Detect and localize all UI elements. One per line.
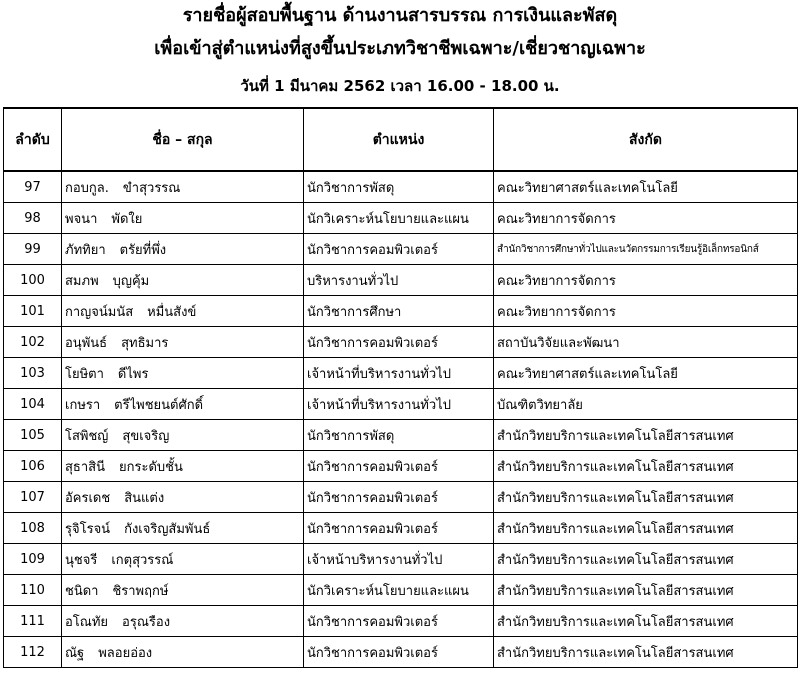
last-name: สุทธิมาร (121, 335, 169, 351)
cell-no: 109 (4, 544, 62, 575)
cell-no: 102 (4, 327, 62, 358)
cell-name (62, 327, 304, 358)
table-row (4, 203, 798, 234)
cell-name (62, 203, 304, 234)
cell-name (62, 544, 304, 575)
last-name: บุญคุ้ม (112, 273, 150, 289)
title-line-2: เพื่อเข้าสู่ตำแหน่งที่สูงขึ้นประเภทวิชาชีพเฉพาะ/เชี่ยวชาญเฉพาะ (154, 38, 646, 59)
cell-no: 98 (4, 203, 62, 234)
cell-position: นักวิชาการคอมพิวเตอร์ (304, 234, 494, 265)
column-header-name: ชื่อ – สกุล (62, 108, 304, 171)
cell-position: นักวิชาการพัสดุ (304, 171, 494, 203)
cell-no: 112 (4, 637, 62, 668)
first-name: อัครเดช (65, 490, 111, 506)
last-name: ชิราพฤกษ์ (112, 583, 169, 599)
last-name: ตรัยที่พึ่ง (119, 242, 167, 258)
cell-no: 100 (4, 265, 62, 296)
first-name: โสพิชญ์ (65, 428, 109, 444)
table-row (4, 513, 798, 544)
cell-name (62, 637, 304, 668)
table-row (4, 606, 798, 637)
table-row (4, 265, 798, 296)
table-row (4, 171, 798, 203)
cell-position: นักวิชาการศึกษา (304, 296, 494, 327)
cell-name (62, 420, 304, 451)
cell-unit: สำนักวิทยบริการและเทคโนโลยีสารสนเทศ (494, 637, 798, 668)
table-row (4, 544, 798, 575)
cell-position: นักวิเคราะห์นโยบายและแผน (304, 575, 494, 606)
cell-unit: คณะวิทยาการจัดการ (494, 265, 798, 296)
cell-name (62, 513, 304, 544)
cell-name (62, 606, 304, 637)
cell-no: 107 (4, 482, 62, 513)
first-name: อโณทัย (65, 614, 109, 630)
cell-unit: สำนักวิทยบริการและเทคโนโลยีสารสนเทศ (494, 575, 798, 606)
cell-position: นักวิชาการคอมพิวเตอร์ (304, 637, 494, 668)
table-row (4, 420, 798, 451)
cell-no: 103 (4, 358, 62, 389)
first-name: นุชจรี (65, 552, 98, 568)
last-name: พลอยอ่อง (98, 645, 153, 661)
cell-position: นักวิชาการพัสดุ (304, 420, 494, 451)
cell-unit: คณะวิทยาศาสตร์และเทคโนโลยี (494, 171, 798, 203)
cell-position: นักวิชาการคอมพิวเตอร์ (304, 482, 494, 513)
cell-unit: สถาบันวิจัยและพัฒนา (494, 327, 798, 358)
last-name: พัดใย (111, 211, 143, 227)
first-name: เกษรา (65, 397, 101, 413)
table-row (4, 575, 798, 606)
cell-position: นักวิชาการคอมพิวเตอร์ (304, 606, 494, 637)
cell-unit: คณะวิทยาการจัดการ (494, 296, 798, 327)
cell-no: 105 (4, 420, 62, 451)
cell-position: เจ้าหน้าที่บริหารงานทั่วไป (304, 358, 494, 389)
last-name: หมื่นสังข์ (147, 304, 197, 320)
table-row (4, 389, 798, 420)
first-name: ภัททิยา (65, 242, 106, 258)
cell-no: 111 (4, 606, 62, 637)
cell-no: 108 (4, 513, 62, 544)
first-name: ชนิดา (65, 583, 99, 599)
cell-name (62, 358, 304, 389)
cell-name (62, 296, 304, 327)
first-name: โยษิตา (65, 366, 104, 382)
last-name: กังเจริญสัมพันธ์ (124, 521, 211, 537)
cell-name (62, 265, 304, 296)
cell-position: เจ้าหน้าบริหารงานทั่วไป (304, 544, 494, 575)
last-name: ยกระดับชั้น (119, 459, 183, 475)
cell-name (62, 389, 304, 420)
first-name: อนุพันธ์ (65, 335, 108, 351)
last-name: อรุณรือง (122, 614, 171, 630)
cell-no: 104 (4, 389, 62, 420)
table-row (4, 451, 798, 482)
cell-position: เจ้าหน้าที่บริหารงานทั่วไป (304, 389, 494, 420)
cell-unit: สำนักวิทยบริการและเทคโนโลยีสารสนเทศ (494, 606, 798, 637)
cell-no: 97 (4, 171, 62, 203)
table-row (4, 358, 798, 389)
first-name: กาญจน์มนัส (65, 304, 134, 320)
exam-date-time: วันที่ 1 มีนาคม 2562 เวลา 16.00 - 18.00 น. (240, 77, 560, 95)
cell-no: 99 (4, 234, 62, 265)
cell-unit: คณะวิทยาศาสตร์และเทคโนโลยี (494, 358, 798, 389)
cell-name (62, 234, 304, 265)
column-header-unit: สังกัด (494, 108, 798, 171)
table-body (4, 171, 798, 668)
title-line-1: รายชื่อผู้สอบพื้นฐาน ด้านงานสารบรรณ การเงินและพัสดุ (182, 5, 618, 26)
column-header-position: ตำแหน่ง (304, 108, 494, 171)
cell-position: นักวิชาการคอมพิวเตอร์ (304, 513, 494, 544)
cell-no: 101 (4, 296, 62, 327)
column-header-no: ลำดับ (4, 108, 62, 171)
cell-position: นักวิเคราะห์นโยบายและแผน (304, 203, 494, 234)
first-name: สุธาสินี (65, 459, 105, 475)
cell-position: นักวิชาการคอมพิวเตอร์ (304, 327, 494, 358)
first-name: พจนา (65, 211, 98, 227)
cell-unit: สำนักวิทยบริการและเทคโนโลยีสารสนเทศ (494, 451, 798, 482)
last-name: สินแต่ง (124, 490, 165, 506)
cell-unit: สำนักวิทยบริการและเทคโนโลยีสารสนเทศ (494, 544, 798, 575)
cell-position: นักวิชาการคอมพิวเตอร์ (304, 451, 494, 482)
cell-unit: สำนักวิทยบริการและเทคโนโลยีสารสนเทศ (494, 513, 798, 544)
cell-position: บริหารงานทั่วไป (304, 265, 494, 296)
cell-unit: คณะวิทยาการจัดการ (494, 203, 798, 234)
table-row (4, 234, 798, 265)
first-name: ณัฐ (65, 645, 85, 661)
candidate-table (3, 107, 798, 668)
cell-unit: สำนักวิทยบริการและเทคโนโลยีสารสนเทศ (494, 420, 798, 451)
table-row (4, 482, 798, 513)
last-name: เกตุสุวรรณ์ (111, 552, 174, 568)
table-row (4, 327, 798, 358)
header-row (4, 108, 798, 171)
cell-unit: สำนักวิชาการศึกษาทั่วไปและนวัตกรรมการเรียนรู้อิเล็กทรอนิกส์ (494, 234, 798, 265)
cell-name (62, 451, 304, 482)
table-row (4, 637, 798, 668)
last-name: ขำสุวรรณ (122, 180, 181, 196)
cell-name (62, 575, 304, 606)
first-name: กอบกูล. (65, 180, 109, 196)
first-name: สมภพ (65, 273, 99, 289)
cell-unit: บัณฑิตวิทยาลัย (494, 389, 798, 420)
table-row (4, 296, 798, 327)
last-name: ตรีไพชยนต์ศักดิ์ (114, 397, 204, 413)
table-header (4, 108, 798, 171)
first-name: รุจิโรจน์ (65, 521, 111, 537)
cell-no: 110 (4, 575, 62, 606)
cell-name (62, 482, 304, 513)
cell-name (62, 171, 304, 203)
last-name: สุขเจริญ (122, 428, 170, 444)
cell-unit: สำนักวิทยบริการและเทคโนโลยีสารสนเทศ (494, 482, 798, 513)
last-name: ดีไพร (117, 366, 149, 382)
cell-no: 106 (4, 451, 62, 482)
